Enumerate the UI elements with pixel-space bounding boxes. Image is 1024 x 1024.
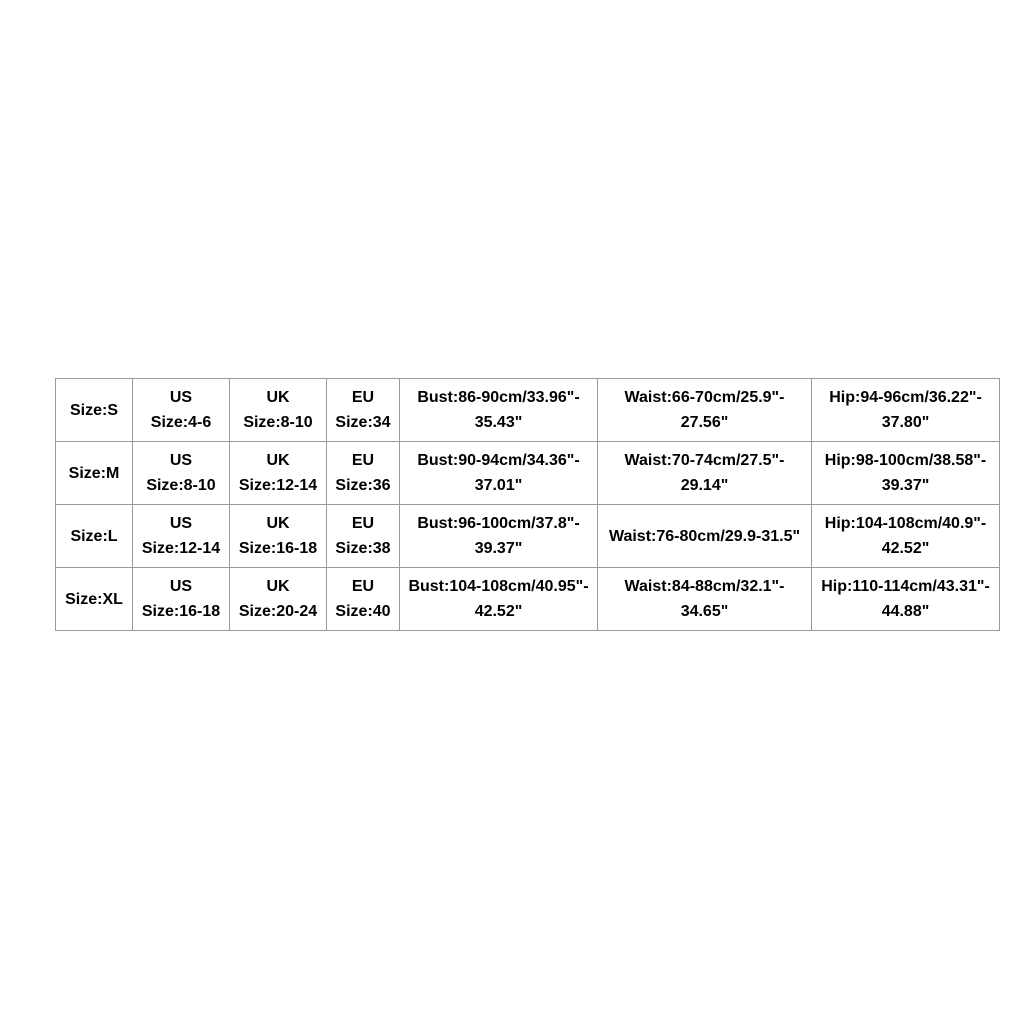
uk-heading: UK (266, 578, 290, 595)
hip-cell (812, 442, 1000, 505)
size-label: Size:XL (65, 590, 123, 608)
eu-size-value: Size:36 (335, 477, 391, 494)
bust-line-2: 39.37" (474, 540, 523, 557)
bust-cell (400, 379, 598, 442)
waist-line-2: 29.14" (680, 477, 729, 494)
us-size-value: Size:12-14 (141, 540, 221, 557)
bust-line-2: 37.01" (474, 477, 523, 494)
waist-cell (598, 568, 812, 631)
eu-heading: EU (351, 578, 375, 595)
hip-line-2: 39.37" (881, 477, 930, 494)
eu-size-cell (327, 442, 400, 505)
uk-size-cell (230, 505, 327, 568)
size-row-s (56, 379, 1000, 442)
size-label-cell (56, 442, 133, 505)
us-heading: US (169, 578, 193, 595)
size-row-xl (56, 568, 1000, 631)
us-size-value: Size:16-18 (141, 603, 221, 620)
hip-cell (812, 568, 1000, 631)
us-size-cell (133, 568, 230, 631)
waist-line-1: Waist:66-70cm/25.9"- (624, 389, 785, 406)
hip-line-1: Hip:110-114cm/43.31"- (821, 578, 990, 595)
hip-cell (812, 379, 1000, 442)
size-label-cell (56, 379, 133, 442)
hip-line-1: Hip:94-96cm/36.22"- (829, 389, 982, 406)
waist-line-2: 27.56" (680, 414, 729, 431)
eu-size-value: Size:34 (335, 414, 391, 431)
us-heading: US (169, 515, 193, 532)
waist-line-1: Waist:84-88cm/32.1"- (624, 578, 785, 595)
eu-size-cell (327, 505, 400, 568)
size-label: Size:S (69, 401, 118, 419)
us-heading: US (169, 389, 193, 406)
us-size-cell (133, 505, 230, 568)
bust-line-2: 35.43" (474, 414, 523, 431)
waist-line-2: 34.65" (680, 603, 729, 620)
eu-heading: EU (351, 515, 375, 532)
hip-line-2: 42.52" (881, 540, 930, 557)
uk-size-cell (230, 379, 327, 442)
waist-cell (598, 505, 812, 568)
eu-size-value: Size:38 (335, 540, 391, 557)
hip-line-1: Hip:98-100cm/38.58"- (824, 452, 987, 469)
bust-line-1: Bust:90-94cm/34.36"- (417, 452, 580, 469)
size-label: Size:L (70, 527, 118, 545)
bust-line-2: 42.52" (474, 603, 523, 620)
uk-heading: UK (266, 452, 290, 469)
hip-cell (812, 505, 1000, 568)
uk-heading: UK (266, 515, 290, 532)
hip-line-2: 44.88" (881, 603, 930, 620)
eu-size-cell (327, 568, 400, 631)
bust-line-1: Bust:96-100cm/37.8"- (417, 515, 580, 532)
uk-size-value: Size:16-18 (238, 540, 318, 557)
size-row-l (56, 505, 1000, 568)
uk-size-value: Size:12-14 (238, 477, 318, 494)
eu-heading: EU (351, 452, 375, 469)
size-row-m (56, 442, 1000, 505)
size-label: Size:M (68, 464, 120, 482)
eu-size-cell (327, 379, 400, 442)
bust-cell (400, 568, 598, 631)
waist-cell (598, 442, 812, 505)
us-size-value: Size:8-10 (146, 477, 216, 494)
size-chart-table (55, 378, 1000, 631)
uk-size-cell (230, 442, 327, 505)
us-size-value: Size:4-6 (150, 414, 212, 431)
waist-line-1: Waist:70-74cm/27.5"- (624, 452, 785, 469)
eu-heading: EU (351, 389, 375, 406)
bust-line-1: Bust:104-108cm/40.95"- (408, 578, 589, 595)
bust-line-1: Bust:86-90cm/33.96"- (417, 389, 580, 406)
size-label-cell (56, 505, 133, 568)
us-heading: US (169, 452, 193, 469)
waist-line-1: Waist:76-80cm/29.9-31.5" (608, 527, 801, 545)
eu-size-value: Size:40 (335, 603, 391, 620)
hip-line-2: 37.80" (881, 414, 930, 431)
hip-line-1: Hip:104-108cm/40.9"- (824, 515, 987, 532)
bust-cell (400, 505, 598, 568)
size-label-cell (56, 568, 133, 631)
uk-size-value: Size:8-10 (243, 414, 313, 431)
waist-cell (598, 379, 812, 442)
us-size-cell (133, 379, 230, 442)
bust-cell (400, 442, 598, 505)
uk-size-value: Size:20-24 (238, 603, 318, 620)
uk-size-cell (230, 568, 327, 631)
uk-heading: UK (266, 389, 290, 406)
us-size-cell (133, 442, 230, 505)
